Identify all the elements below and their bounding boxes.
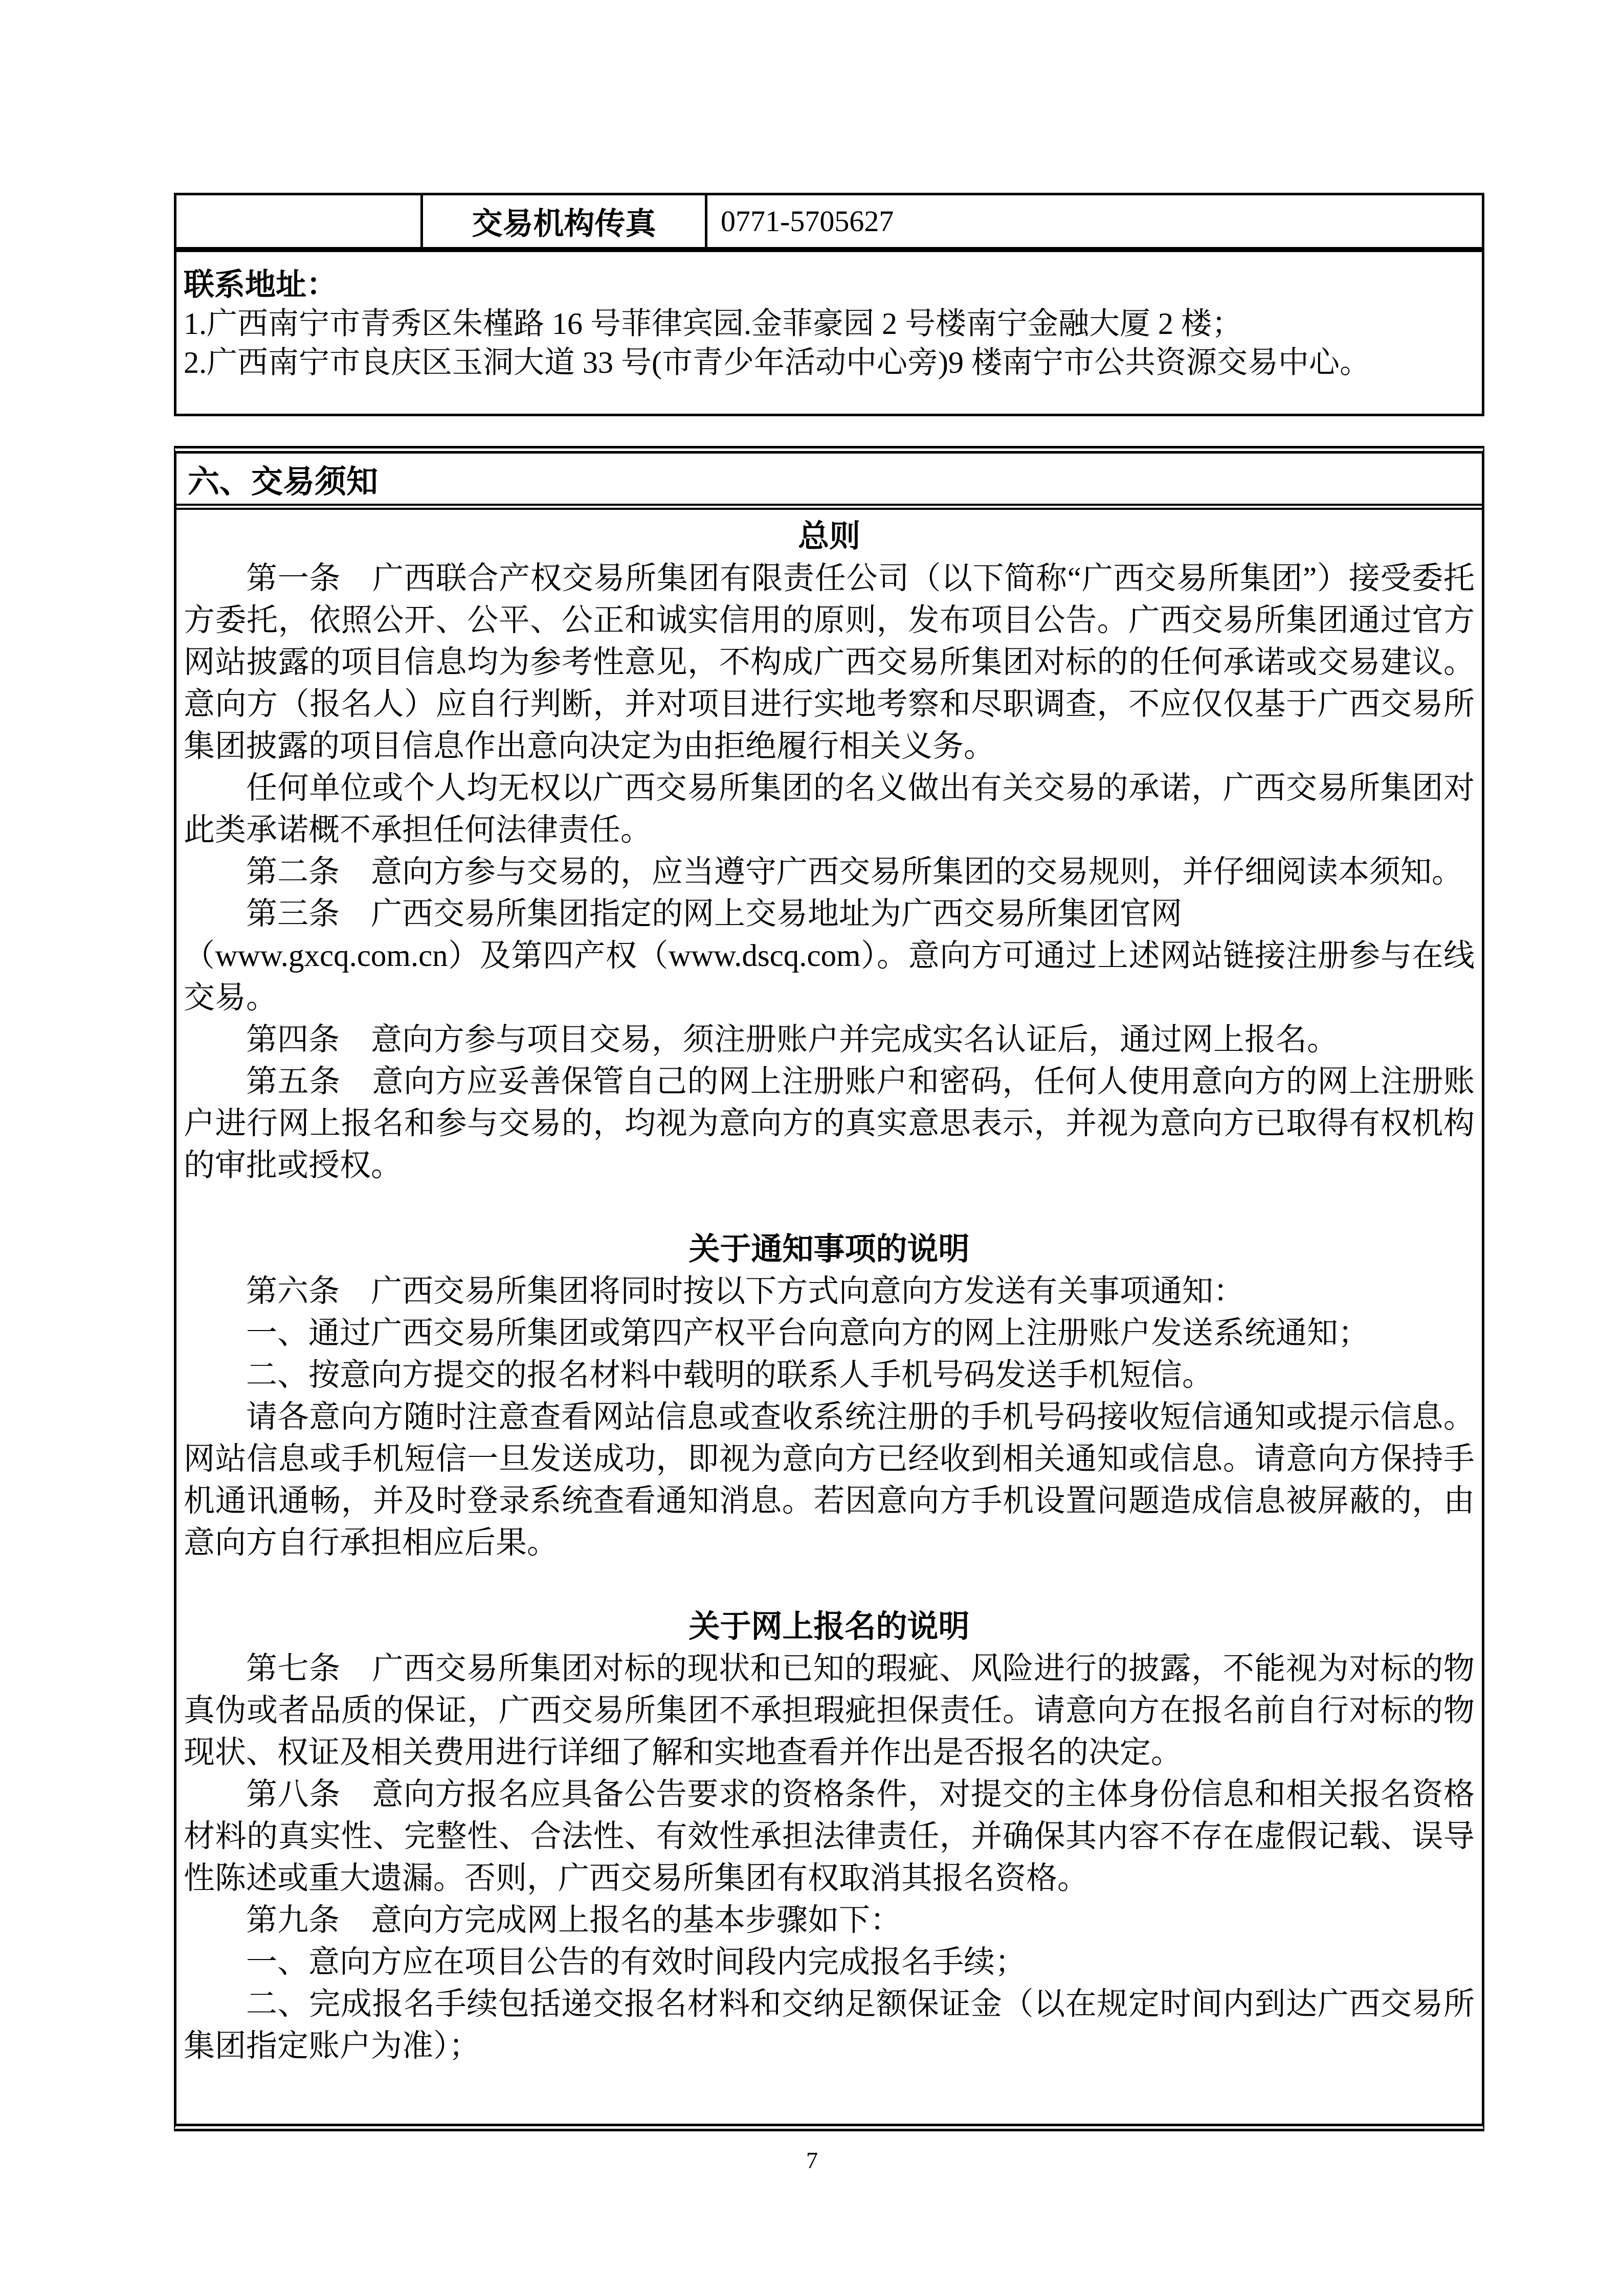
address-title: 联系地址： — [184, 268, 337, 302]
body-paragraph: 第五条 意向方应妥善保管自己的网上注册账户和密码，任何人使用意向方的网上注册账户进行网上报名和参与交易的，均视为意向方的真实意思表示，并视为意向方已取得有权机构的审批或授权。 — [184, 1065, 1475, 1183]
body-paragraph: 第七条 广西交易所集团对标的现状和已知的瑕疵、风险进行的披露，不能视为对标的物真伪或者品质的保证，广西交易所集团不承担瑕疵担保责任。请意向方在报名前自行对标的物现状、权证及相关费用进行详细了解和实地查看并作出是否报名的决定。 — [184, 1652, 1475, 1770]
section-heading: 关于网上报名的说明 — [688, 1610, 970, 1644]
body-paragraph: 第一条 广西联合产权交易所集团有限责任公司（以下简称“广西交易所集团”）接受委托方委托，依照公开、公平、公正和诚实信用的原则，发布项目公告。广西交易所集团通过官方网站披露的项目信息均为参考性意见，不构成广西交易所集团对标的的任何承诺或交易建议。意向方（报名人）应自行判断，并对项目进行实地考察和尽职调查，不应仅仅基于广西交易所集团披露的项目信息作出意向决定为由拒绝履行相关义务。 — [184, 561, 1475, 763]
address-cell — [176, 252, 1482, 414]
body-paragraph: 第六条 广西交易所集团将同时按以下方式向意向方发送有关事项通知： — [246, 1274, 1245, 1309]
body-paragraph: 第四条 意向方参与项目交易，须注册账户并完成实名认证后，通过网上报名。 — [246, 1023, 1339, 1057]
address-line: 2.广西南宁市良庆区玉洞大道 33 号(市青少年活动中心旁)9 楼南宁市公共资源交易中心。 — [184, 346, 1370, 379]
body-paragraph: 第三条 广西交易所集团指定的网上交易地址为广西交易所集团官网 — [246, 897, 1183, 931]
body-paragraph: 二、完成报名手续包括递交报名材料和交纳足额保证金（以在规定时间内到达广西交易所集团指定账户为准）； — [184, 1987, 1475, 2063]
body-paragraph: 第二条 意向方参与交易的，应当遵守广西交易所集团的交易规则，并仔细阅读本须知。 — [246, 855, 1463, 889]
fax-empty-cell — [176, 195, 423, 247]
page-number: 7 — [806, 2147, 818, 2173]
body-paragraph: 一、意向方应在项目公告的有效时间段内完成报名手续； — [246, 1945, 1027, 1979]
address-line: 1.广西南宁市青秀区朱槿路 16 号菲律宾园.金菲豪园 2 号楼南宁金融大厦 2 楼； — [184, 307, 1242, 341]
fax-value-cell: 0771-5705627 — [721, 205, 894, 238]
body-paragraph: 第八条 意向方报名应具备公告要求的资格条件，对提交的主体身份信息和相关报名资格材料的真实性、完整性、合法性、有效性承担法律责任，并确保其内容不存在虚假记载、误导性陈述或重大遗漏。否则，广西交易所集团有权取消其报名资格。 — [184, 1777, 1475, 1896]
body-paragraph: 二、按意向方提交的报名材料中载明的联系人手机号码发送手机短信。 — [246, 1358, 1214, 1392]
notice-body — [176, 510, 1482, 2067]
contact-table — [174, 193, 1484, 416]
body-paragraph: （www.gxcq.com.cn）及第四产权（www.dscq.com）。意向方可通过上述网站链接注册参与在线交易。 — [184, 939, 1475, 1015]
notice-section-title: 六、交易须知 — [176, 454, 1482, 510]
fax-label-cell: 交易机构传真 — [423, 195, 707, 247]
body-paragraph: 任何单位或个人均无权以广西交易所集团的名义做出有关交易的承诺，广西交易所集团对此类承诺概不承担任何法律责任。 — [184, 771, 1475, 847]
notice-table — [174, 446, 1484, 2131]
body-paragraph: 请各意向方随时注意查看网站信息或查收系统注册的手机号码接收短信通知或提示信息。网站信息或手机短信一旦发送成功，即视为意向方已经收到相关通知或信息。请意向方保持手机通讯通畅，并及时登录系统查看通知消息。若因意向方手机设置问题造成信息被屏蔽的，由意向方自行承担相应后果。 — [184, 1400, 1475, 1560]
body-paragraph: 一、通过广西交易所集团或第四产权平台向意向方的网上注册账户发送系统通知； — [246, 1316, 1370, 1350]
address-list — [184, 304, 1472, 382]
section-heading: 关于通知事项的说明 — [688, 1232, 970, 1267]
section-heading: 总则 — [797, 520, 860, 554]
body-paragraph: 第九条 意向方完成网上报名的基本步骤如下： — [246, 1903, 902, 1938]
fax-row — [176, 195, 1482, 252]
